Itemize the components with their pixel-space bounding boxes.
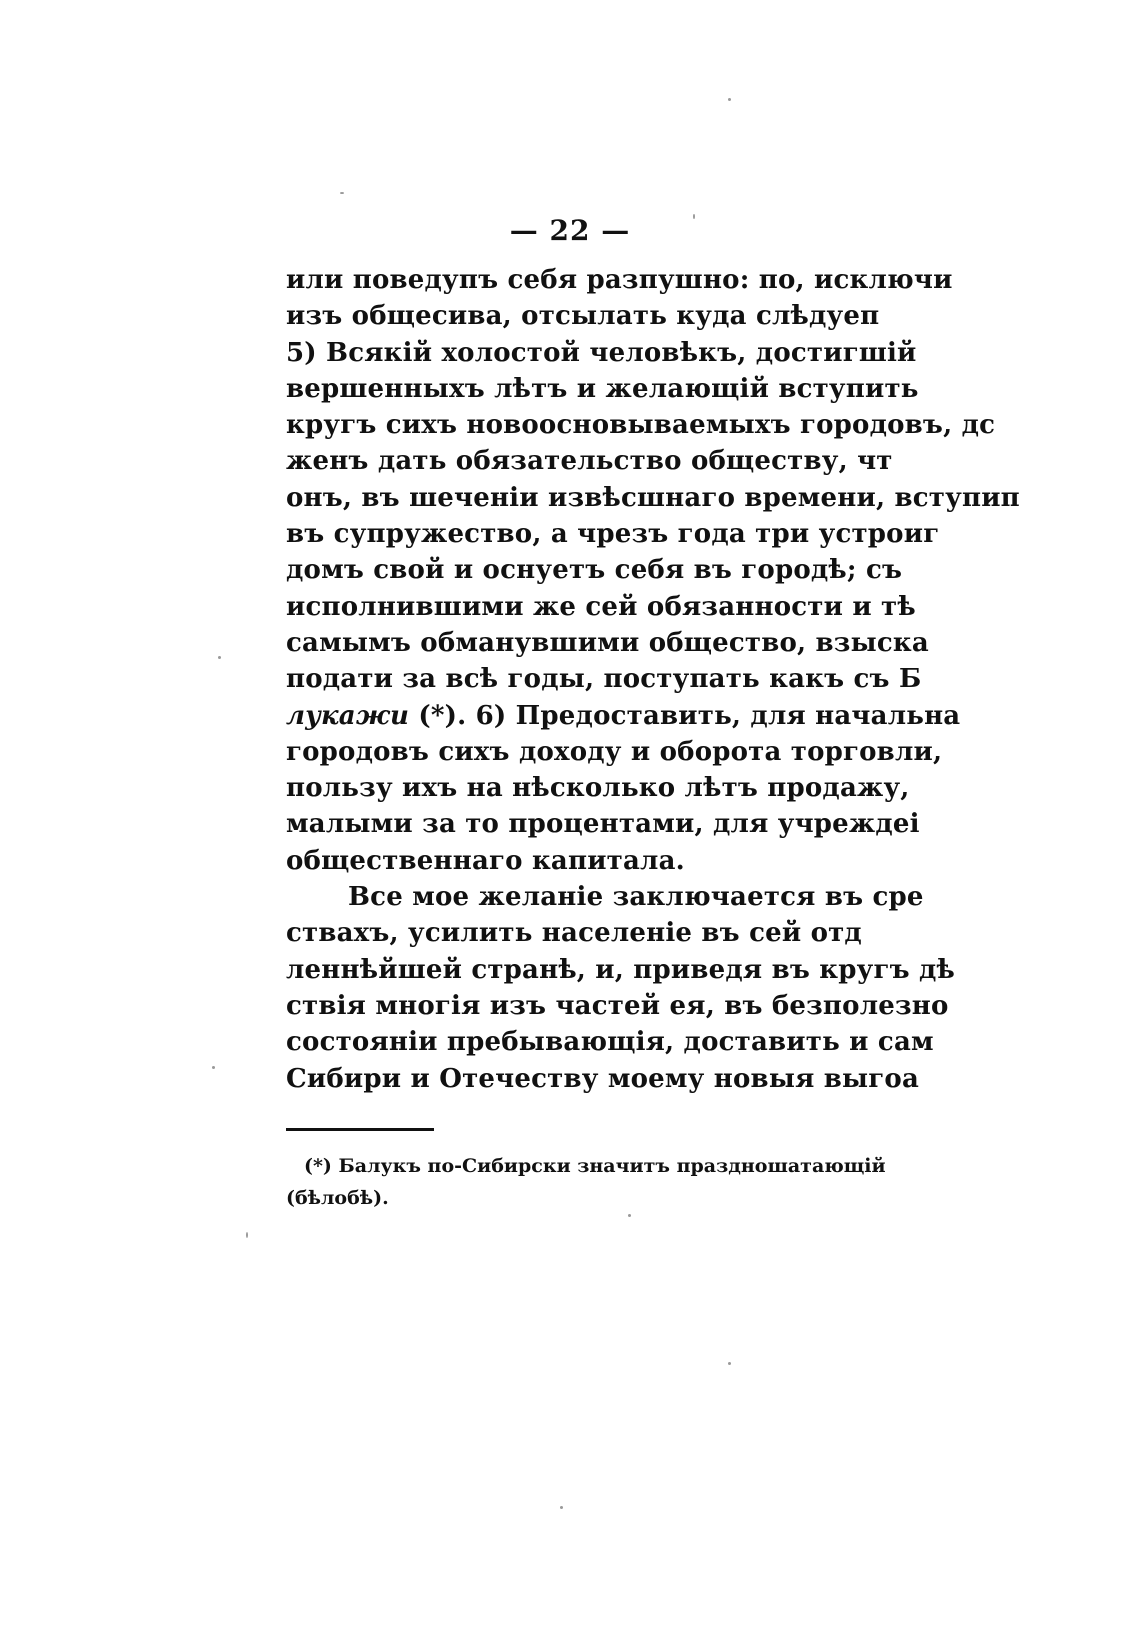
paragraph-start-line: Все мое желаніе заключается въ сре [348,882,924,913]
text-line: вершенныхъ лѣтъ и желающій вступить [286,373,919,404]
footnote-divider [286,1128,434,1131]
text-line: ствахъ, усилить населеніе въ сей отд [286,918,862,949]
text-line: общественнаго капитала. [286,845,685,876]
text-line: или поведупъ себя разпушно: по, исключи [286,265,953,295]
text-line: женъ дать обязательство обществу, чт [286,446,893,477]
text-line: подати за всѣ годы, поступать какъ съ Б [286,664,922,695]
text-line: ствія многія изъ частей ея, въ безполезно [286,990,949,1021]
footnote-line: (*) Балукъ по-Сибирски значитъ праздношатающій [304,1155,886,1177]
scan-speck [728,98,731,101]
page-number: — 22 — [509,214,631,247]
scan-speck [628,1214,631,1217]
text-line: пользу ихъ на нѣсколько лѣтъ продажу, [286,773,910,804]
scan-speck [560,1506,563,1509]
text-line: въ супружество, а чрезъ года три устроиг [286,519,940,550]
scan-speck [218,656,221,659]
text-line [286,698,961,734]
text-line: домъ свой и оснуетъ себя въ городѣ; съ [286,555,903,586]
scan-speck [728,1362,731,1365]
text-line: 5) Всякій холостой человѣкъ, достигшій [286,337,917,368]
footnotes [286,1150,886,1214]
footnote-line: (бѣлобѣ). [286,1187,389,1209]
text-line: изъ общесива, отсылать куда слѣдуеп [286,301,880,332]
text-line: малыми за то процентами, для учреждеі [286,809,920,840]
scan-speck [246,1232,248,1238]
text-line: Сибири и Отечеству моему новыя выгоа [286,1063,919,1094]
text-line: онъ, въ шеченіи извѣсшнаго времени, вступип [286,482,1020,513]
text-line: состояніи пребывающія, доставить и сам [286,1027,934,1058]
scan-speck [340,192,344,194]
scan-speck [212,1066,215,1069]
text-line: леннѣйшей странѣ, и, приведя въ кругъ дѣ [286,954,955,985]
text-line-rest: (*). 6) Предоставить, для начальна [409,700,961,731]
italic-word: лукажи [286,700,410,731]
text-line: городовъ сихъ доходу и оборота торговли, [286,736,943,767]
body-text [286,262,1020,1122]
text-line: самымъ обманувшими общество, взыска [286,627,929,658]
text-line: исполнившими же сей обязанности и тѣ [286,591,916,622]
text-line: кругъ сихъ новоосновываемыхъ городовъ, дс [286,410,996,441]
